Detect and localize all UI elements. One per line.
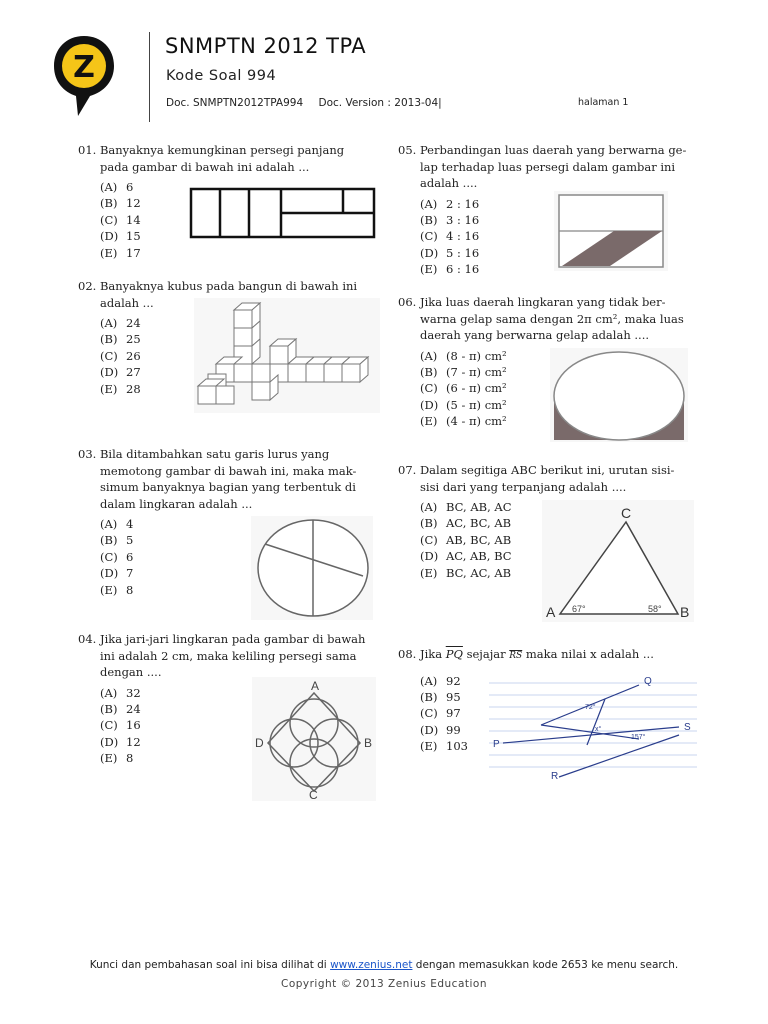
option-a: (A) 6	[100, 180, 134, 194]
svg-text:B: B	[680, 604, 690, 620]
question-number: 07.	[398, 463, 417, 477]
option-d: (D) (5 - π) cm²	[420, 397, 507, 412]
option-a: (A) 92	[420, 673, 461, 688]
figure-rectangles	[188, 186, 378, 241]
doc-id: Doc. SNMPTN2012TPA994	[166, 97, 304, 109]
page-title: SNMPTN 2012 TPA	[165, 34, 367, 58]
question-text: Banyaknya kubus pada bangun di bawah ini	[99, 279, 358, 293]
option-b: (B) 95	[420, 689, 461, 704]
figure-cubes	[194, 298, 380, 413]
option-d: (D) 7	[100, 566, 134, 581]
question-text: simum banyaknya bagian yang terbentuk di	[100, 480, 356, 494]
option-e: (E) (4 - π) cm²	[420, 414, 507, 429]
copyright: Copyright © 2013 Zenius Education	[280, 978, 487, 990]
option-b: (B) 25	[100, 332, 141, 347]
option-d: (D) AC, AB, BC	[420, 549, 512, 564]
doc-version: Doc. Version : 2013-04|	[318, 97, 442, 109]
question-number: 01.	[78, 143, 97, 157]
option-e: (E) 28	[100, 381, 141, 396]
option-d: (D) 27	[100, 365, 141, 380]
question-text: dengan ....	[100, 665, 162, 679]
question-text: warna gelap sama dengan 2π cm², maka luas	[420, 311, 684, 326]
option-c: (C) 16	[100, 718, 141, 733]
question-text: Jika jari-jari lingkaran pada gambar di bawah	[99, 632, 366, 646]
svg-text:C: C	[621, 505, 632, 521]
svg-text:B: B	[364, 736, 373, 750]
option-b: (B) 5	[100, 533, 134, 548]
option-c: (C) 4 : 16	[420, 229, 480, 244]
question-text: adalah ...	[100, 295, 154, 310]
question-text: maka nilai x adalah ...	[525, 647, 654, 661]
question-text: sejajar	[466, 647, 506, 661]
question-number: 02.	[78, 279, 97, 293]
svg-text:72°: 72°	[585, 704, 596, 711]
option-a: (A) BC, AB, AC	[420, 500, 512, 514]
svg-text:D: D	[255, 736, 264, 750]
figure-circle-lines	[251, 516, 373, 620]
option-c: (C) 26	[100, 348, 141, 363]
question-text: memotong gambar di bawah ini, maka mak-	[100, 463, 357, 478]
question-text: daerah yang berwarna gelap adalah ....	[420, 328, 650, 342]
option-d: (D) 5 : 16	[420, 245, 480, 260]
svg-text:R: R	[551, 771, 559, 781]
option-a: (A) 4	[100, 517, 134, 531]
figure-four-circles	[252, 677, 376, 801]
option-e: (E) 103	[420, 739, 468, 754]
option-d: (D) 15	[100, 229, 141, 244]
option-c: (C) 14	[100, 212, 141, 227]
option-a: (A) 2 : 16	[420, 196, 480, 211]
option-a: (A) 24	[100, 316, 141, 330]
option-b: (B) 24	[100, 701, 141, 716]
question-text: Jika luas daerah lingkaran yang tidak ber-	[419, 295, 666, 309]
question-text: Banyaknya kemungkinan persegi panjang	[99, 143, 345, 157]
svg-text:P: P	[493, 739, 500, 750]
question-number: 05.	[398, 143, 417, 157]
option-b: (B) AC, BC, AB	[420, 516, 512, 531]
footer-note: Kunci dan pembahasan soal ini bisa dilihat di www.zenius.net dengan memasukkan kode 2653 ke menu search.	[89, 959, 679, 971]
header-divider	[149, 32, 150, 122]
figure-square-parallelogram	[554, 191, 668, 271]
option-e: (E) 17	[100, 245, 141, 260]
figure-triangle-abc	[542, 500, 694, 622]
svg-text:58°: 58°	[648, 604, 662, 614]
zenius-link[interactable]: www.zenius.net	[330, 959, 413, 971]
question-number: 08.	[398, 647, 417, 661]
question-text: Dalam segitiga ABC berikut ini, urutan sisi-	[419, 463, 675, 477]
option-c: (C) 97	[420, 706, 461, 721]
segment-rs: $\overline{RS}$	[509, 651, 523, 661]
question-text: Perbandingan luas daerah yang berwarna ge-	[419, 143, 687, 157]
page-subtitle: Kode Soal 994	[166, 68, 277, 84]
svg-text:Q: Q	[644, 676, 652, 687]
option-d: (D) 99	[420, 722, 461, 737]
question-text: Jika	[419, 647, 443, 661]
option-e: (E) 6 : 16	[420, 262, 480, 277]
segment-pq: $\overline{PQ}$	[445, 647, 463, 661]
option-c: (C) 6	[100, 549, 134, 564]
option-e: (E) 8	[100, 751, 134, 766]
question-text: ini adalah 2 cm, maka keliling persegi sama	[100, 648, 357, 663]
question-text: pada gambar di bawah ini adalah ...	[100, 159, 310, 174]
option-d: (D) 12	[100, 734, 141, 749]
figure-ellipse-rectangle	[550, 348, 688, 442]
option-b: (B) 12	[100, 196, 141, 211]
option-b: (B) 3 : 16	[420, 212, 480, 227]
logo-letter: Z	[73, 50, 95, 85]
question-text: lap terhadap luas persegi dalam gambar ini	[420, 159, 676, 174]
option-c: (C) AB, BC, AB	[420, 532, 512, 547]
question-number: 04.	[78, 632, 97, 646]
question-number: 03.	[78, 447, 97, 461]
svg-text:S: S	[684, 722, 691, 733]
option-c: (C) (6 - π) cm²	[420, 381, 507, 396]
figure-parallel-lines	[489, 673, 697, 781]
option-a: (A) (8 - π) cm²	[420, 348, 507, 363]
svg-text:A: A	[311, 679, 320, 693]
svg-text:x°: x°	[595, 726, 602, 733]
svg-text:157°: 157°	[631, 734, 646, 741]
option-a: (A) 32	[100, 685, 141, 700]
option-e: (E) BC, AC, AB	[420, 565, 512, 580]
page-number: halaman 1	[578, 97, 629, 108]
question-text: adalah ....	[420, 176, 478, 190]
svg-text:A: A	[546, 604, 556, 620]
option-e: (E) 8	[100, 582, 134, 597]
svg-text:67°: 67°	[572, 604, 586, 614]
svg-text:C: C	[309, 788, 318, 801]
question-text: dalam lingkaran adalah ...	[100, 496, 253, 511]
option-b: (B) (7 - π) cm²	[420, 364, 507, 379]
question-text: sisi dari yang terpanjang adalah ....	[420, 479, 627, 494]
question-number: 06.	[398, 295, 417, 309]
zenius-logo	[52, 34, 116, 118]
doc-info	[166, 97, 454, 109]
question-text: Bila ditambahkan satu garis lurus yang	[99, 447, 330, 461]
